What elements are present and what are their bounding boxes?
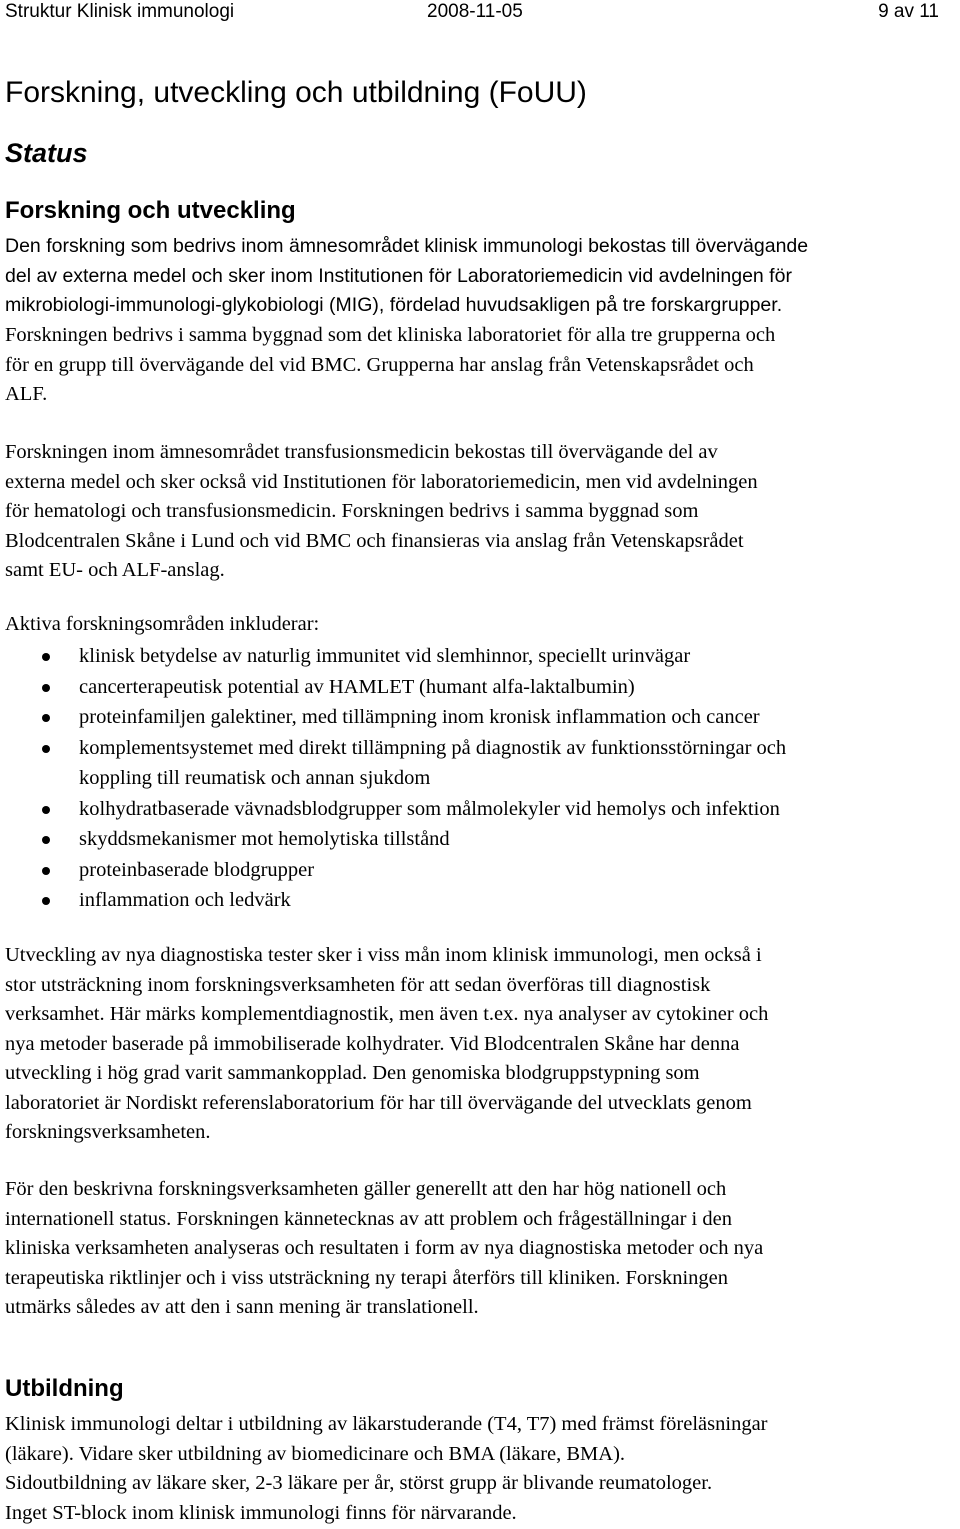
list-item-text: proteinbaserade blodgrupper (79, 858, 315, 881)
text-line: stor utsträckning inom forskningsverksamheten för att sedan överföras till diagnostisk (5, 973, 711, 996)
text-line: för hematologi och transfusionsmedicin. Forskningen bedrivs i samma byggnad som (5, 500, 699, 522)
text-line: Blodcentralen Skåne i Lund och vid BMC och finansieras via anslag från Vetenskapsrådet (5, 529, 744, 552)
bullet-icon (42, 867, 50, 875)
list-item-text: klinisk betydelse av naturlig immunitet vid slemhinnor, speciellt urinvägar (79, 645, 691, 667)
bullet-icon (42, 653, 50, 661)
text-line: utmärks således av att den i sann mening är translationell. (5, 1296, 479, 1318)
text-line: samt EU- och ALF-anslag. (5, 559, 225, 581)
text-line: internationell status. Forskningen kännetecknas av att problem och frågeställningar i den (5, 1207, 732, 1230)
bullet-icon (42, 836, 50, 844)
bullet-icon (42, 714, 50, 722)
header-page-number: 9 av 11 (878, 1, 939, 22)
text-line: forskningsverksamheten. (5, 1121, 211, 1143)
text-line: nya metoder baserade på immobiliserade kolhydrater. Vid Blodcentralen Skåne har denna (5, 1032, 740, 1055)
text-line: Aktiva forskningsområden inkluderar: (5, 613, 320, 635)
list-item-text: kolhydratbaserade vävnadsblodgrupper som målmolekyler vid hemolys och infektion (79, 797, 780, 820)
text-line: utveckling i hög grad varit sammankopplad. Den genomiska blodgruppstypning som (5, 1062, 700, 1084)
transfusion-paragraph (5, 438, 955, 586)
research-areas-list (0, 641, 960, 916)
list-item (0, 702, 960, 733)
text-line: Utveckling av nya diagnostiska tester sker i viss mån inom klinisk immunologi, men också i (5, 944, 762, 966)
text-line: Den forskning som bedrivs inom ämnesområdet klinisk immunologi bekostas till övervägande (5, 235, 809, 257)
list-item-text: skyddsmekanismer mot hemolytiska tillstånd (79, 828, 450, 850)
text-line: verksamhet. Här märks komplementdiagnostik, men även t.ex. nya analyser av cytokiner och (5, 1003, 769, 1025)
list-item (0, 855, 960, 886)
list-intro (5, 610, 955, 640)
list-item-text: komplementsystemet med direkt tillämpning på diagnostik av funktionsstörningar och (79, 736, 787, 759)
status-heading: Status (5, 138, 88, 168)
text-line: Klinisk immunologi deltar i utbildning av läkarstuderande (T4, T7) med främst föreläsningar (5, 1413, 768, 1435)
main-heading: Forskning, utveckling och utbildning (FoUU) (5, 76, 587, 109)
text-line: ALF. (5, 383, 48, 405)
header-date: 2008-11-05 (427, 1, 523, 22)
text-line: terapeutiska riktlinjer och i viss utsträckning ny terapi återförs till kliniken. Forskningen (5, 1266, 729, 1289)
education-heading: Utbildning (5, 1375, 124, 1402)
research-paragraph-1 (5, 232, 955, 321)
page-header (0, 0, 960, 28)
text-line: (läkare). Vidare sker utbildning av biomedicinare och BMA (läkare, BMA). (5, 1442, 626, 1465)
text-line: Forskningen inom ämnesområdet transfusionsmedicin bekostas till övervägande del av (5, 441, 718, 463)
bullet-icon (42, 897, 50, 905)
text-line: För den beskrivna forskningsverksamheten gäller generellt att den har hög nationell och (5, 1178, 727, 1200)
text-line: mikrobiologi-immunologi-glykobiologi (MIG), fördelad huvudsakligen på tre forskargrupper. (5, 294, 783, 316)
list-item-text: inflammation och ledvärk (79, 889, 291, 911)
research-paragraph-2 (5, 321, 955, 410)
bullet-icon (42, 745, 50, 753)
header-title: Struktur Klinisk immunologi (5, 1, 235, 22)
text-line: Inget ST-block inom klinisk immunologi finns för närvarande. (5, 1501, 517, 1524)
list-item (0, 641, 960, 672)
text-line: Forskningen bedrivs i samma byggnad som det kliniska laboratoriet för alla tre grupperna och (5, 324, 776, 346)
development-paragraph (5, 941, 955, 1148)
text-line: Sidoutbildning av läkare sker, 2-3 läkare per år, störst grupp är blivande reumatologer. (5, 1472, 713, 1494)
text-line: för en grupp till övervägande del vid BMC. Grupperna har anslag från Vetenskapsrådet och (5, 353, 754, 376)
list-item-text: koppling till reumatisk och annan sjukdom (79, 767, 431, 789)
text-line: externa medel och sker också vid Institutionen för laboratoriemedicin, men vid avdelningen (5, 470, 758, 493)
list-item (0, 733, 960, 794)
text-line: laboratoriet är Nordiskt referenslaboratorium för har till övervägande del utvecklats genom (5, 1091, 752, 1114)
research-heading: Forskning och utveckling (5, 197, 296, 224)
status-paragraph (5, 1175, 955, 1323)
list-item (0, 794, 960, 825)
list-item-text: cancerterapeutisk potential av HAMLET (humant alfa-laktalbumin) (79, 675, 635, 698)
education-paragraph (5, 1410, 955, 1528)
list-item (0, 824, 960, 855)
list-item (0, 672, 960, 703)
list-item (0, 885, 960, 916)
list-item-text: proteinfamiljen galektiner, med tillämpning inom kronisk inflammation och cancer (79, 706, 760, 728)
text-line: del av externa medel och sker inom Institutionen för Laboratoriemedicin vid avdelningen för (5, 264, 792, 287)
bullet-icon (42, 684, 50, 692)
text-line: kliniska verksamheten analyseras och resultaten i form av nya diagnostiska metoder och nya (5, 1237, 764, 1259)
bullet-icon (42, 806, 50, 814)
